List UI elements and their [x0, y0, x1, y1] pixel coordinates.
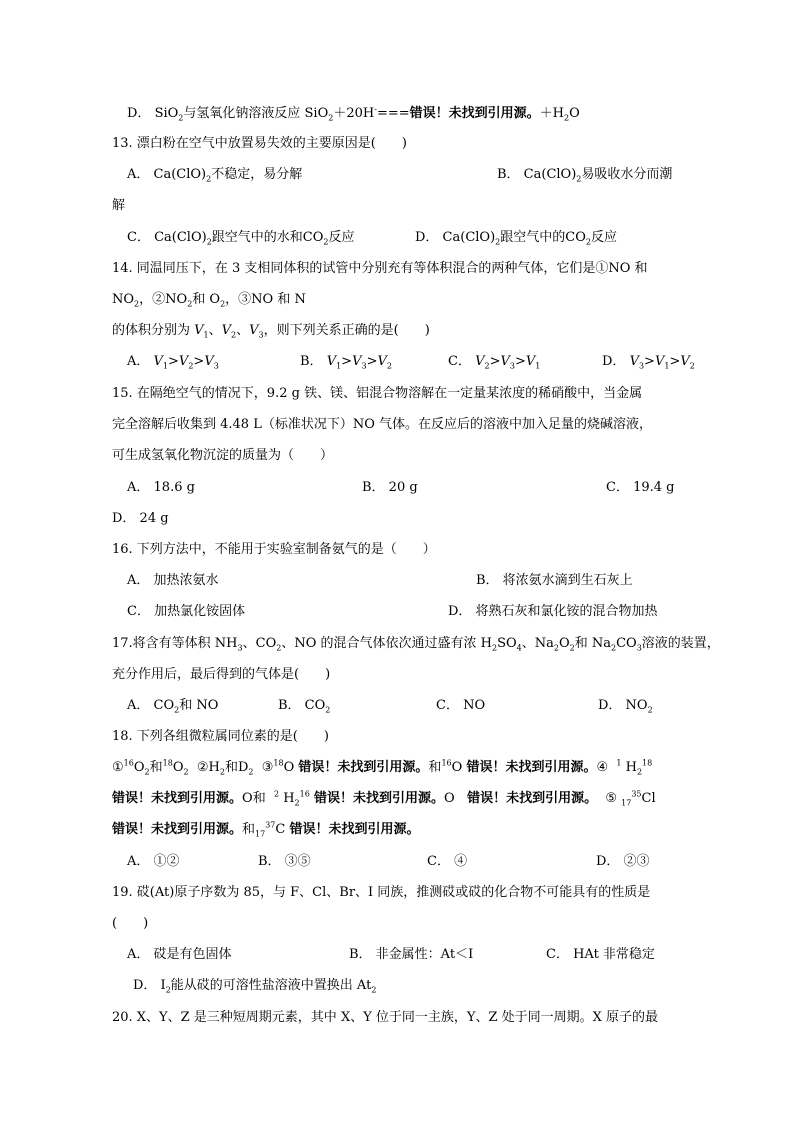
q14-stem-line1: 14. 同温同压下，在 3 支相同体积的试管中分别充有等体积混合的两种气体，它们是①NO 和	[112, 261, 648, 276]
q17-stem-line2: 充分作用后，最后得到的气体是( )	[112, 667, 331, 682]
q16-option-a: A． 加热浓氨水	[127, 573, 219, 588]
q18-option-a: A． ①②	[127, 854, 180, 869]
error-ref-text: 错误！未找到引用源。	[289, 822, 420, 837]
q15-stem-line3: 可生成氢氧化物沉淀的质量为（ ）	[112, 448, 334, 463]
q19-stem-line2: ( )	[112, 916, 149, 931]
q18-line1: $①^{16}O_2$和$^{18}O_2$ $②H_2$和$D_2$ ③$^{18}$O 错误！未找到引用源。和$^{16}$O 错误！未找到引用源。④ $^1$ $H_2^{18}$	[112, 758, 653, 777]
q15-option-b: B． 20 g	[362, 480, 418, 495]
error-ref-text: 错误！未找到引用源。	[298, 760, 429, 775]
q18-stem: 18. 下列各组微粒属同位素的是( )	[112, 729, 329, 744]
q14-option-c: C． $V_2>V_3>V_1$	[448, 354, 541, 371]
q13-option-c: C． $Ca(ClO)_2$跟空气中的水和$CO_2$反应	[127, 230, 355, 247]
q17-option-b: B． $CO_2$	[278, 698, 331, 715]
q15-stem-line1: 15. 在隔绝空气的情况下，9.2 g 铁、镁、铝混合物溶解在一定量某浓度的稀硝酸中，当金属	[112, 386, 643, 401]
q14-option-a: A． $V_1>V_2>V_3$	[127, 354, 219, 371]
q13-option-a: A． $Ca(ClO)_2$不稳定，易分解	[127, 167, 303, 184]
q19-option-a: A． 砹是有色固体	[127, 947, 232, 962]
q19-option-b: B． 非金属性：At＜I	[349, 947, 474, 962]
q15-option-a: A． 18.6 g	[127, 480, 195, 495]
q15-option-c: C． 19.4 g	[606, 480, 675, 495]
q14-option-d: D． $V_3>V_1>V_2$	[602, 354, 695, 371]
q16-option-c: C． 加热氯化铵固体	[127, 604, 246, 619]
q14-stem-line3: 的体积分别为 $V_1$、$V_2$、$V_3$，则下列关系正确的是( )	[112, 323, 430, 340]
q16-option-d: D． 将熟石灰和氯化铵的混合物加热	[448, 604, 658, 619]
q19-option-c: C． HAt 非常稳定	[546, 947, 655, 962]
q15-option-d: D． 24 g	[112, 511, 169, 526]
q17-option-d: D． $NO_2$	[598, 698, 653, 715]
q19-stem-line1: 19. 砹(At)原子序数为 85，与 F、Cl、Br、I 同族，推测砹或砹的化合物不可能具有的性质是	[112, 885, 651, 900]
q18-option-b: B． ③⑤	[258, 854, 311, 869]
q14-stem-line2: $NO_2$，$②NO_2$和 $O_2$，③NO 和 N	[112, 292, 306, 309]
q15-stem-line2: 完全溶解后收集到 4.48 L（标准状况下）NO 气体。在反应后的溶液中加入足量的烧碱溶液，	[112, 417, 653, 432]
q14-option-b: B． $V_1>V_3>V_2$	[300, 354, 392, 371]
q18-option-c: C． ④	[427, 854, 468, 869]
error-ref-text: 错误！未找到引用源。	[112, 822, 243, 837]
error-ref-text: 错误！未找到引用源。	[467, 791, 598, 806]
q19-option-d: D． $I_2$能从砹的可溶性盐溶液中置换出 $At_2$	[133, 978, 377, 995]
error-ref-text: 错误！未找到引用源。	[112, 791, 243, 806]
error-ref-text: 错误！未找到引用源。	[409, 106, 540, 121]
q16-option-b: B． 将浓氨水滴到生石灰上	[476, 573, 633, 588]
q13-option-b: B． $Ca(ClO)_2$易吸收水分而潮	[497, 167, 673, 184]
q16-stem: 16. 下列方法中，不能用于实验室制备氨气的是（ ）	[112, 542, 436, 557]
q17-stem-line1: 17.将含有等体积 $NH_3$、$CO_2$、NO 的混合气体依次通过盛有浓 $H_2SO_4$、$Na_2O_2$和 $Na_2CO_3$溶液的装置，	[112, 636, 720, 653]
q17-option-a: A． $CO_2$和 NO	[127, 698, 219, 715]
error-ref-text: 错误！未找到引用源。	[313, 791, 444, 806]
q13-option-d: D． $Ca(ClO)_2$跟空气中的$CO_2$反应	[415, 230, 617, 247]
q18-option-d: D． ②③	[596, 854, 650, 869]
q13-stem: 13. 漂白粉在空气中放置易失效的主要原因是( )	[112, 136, 407, 151]
q12-option-d: D． SiO$_2$与氢氧化钠溶液反应 SiO$_2$＋20H-===错误！未找到引用源。$+H_2O$	[127, 104, 580, 123]
q20-stem-line1: 20. X、Y、Z 是三种短周期元素，其中 X、Y 位于同一主族，Y、Z 处于同一周期。X 原子的最	[112, 1010, 659, 1025]
q18-line2: 错误！未找到引用源。O和 $^2$ $H_2^{16}$ 错误！未找到引用源。O 错误！未找到引用源。 ⑤ $_{17}^{35}$Cl	[112, 789, 656, 808]
error-ref-text: 错误！未找到引用源。	[466, 760, 597, 775]
q17-option-c: C． NO	[436, 698, 486, 713]
q18-line3: 错误！未找到引用源。和$_{17}^{37}$C 错误！未找到引用源。	[112, 820, 420, 839]
q13-option-b-wrap: 解	[112, 198, 126, 213]
